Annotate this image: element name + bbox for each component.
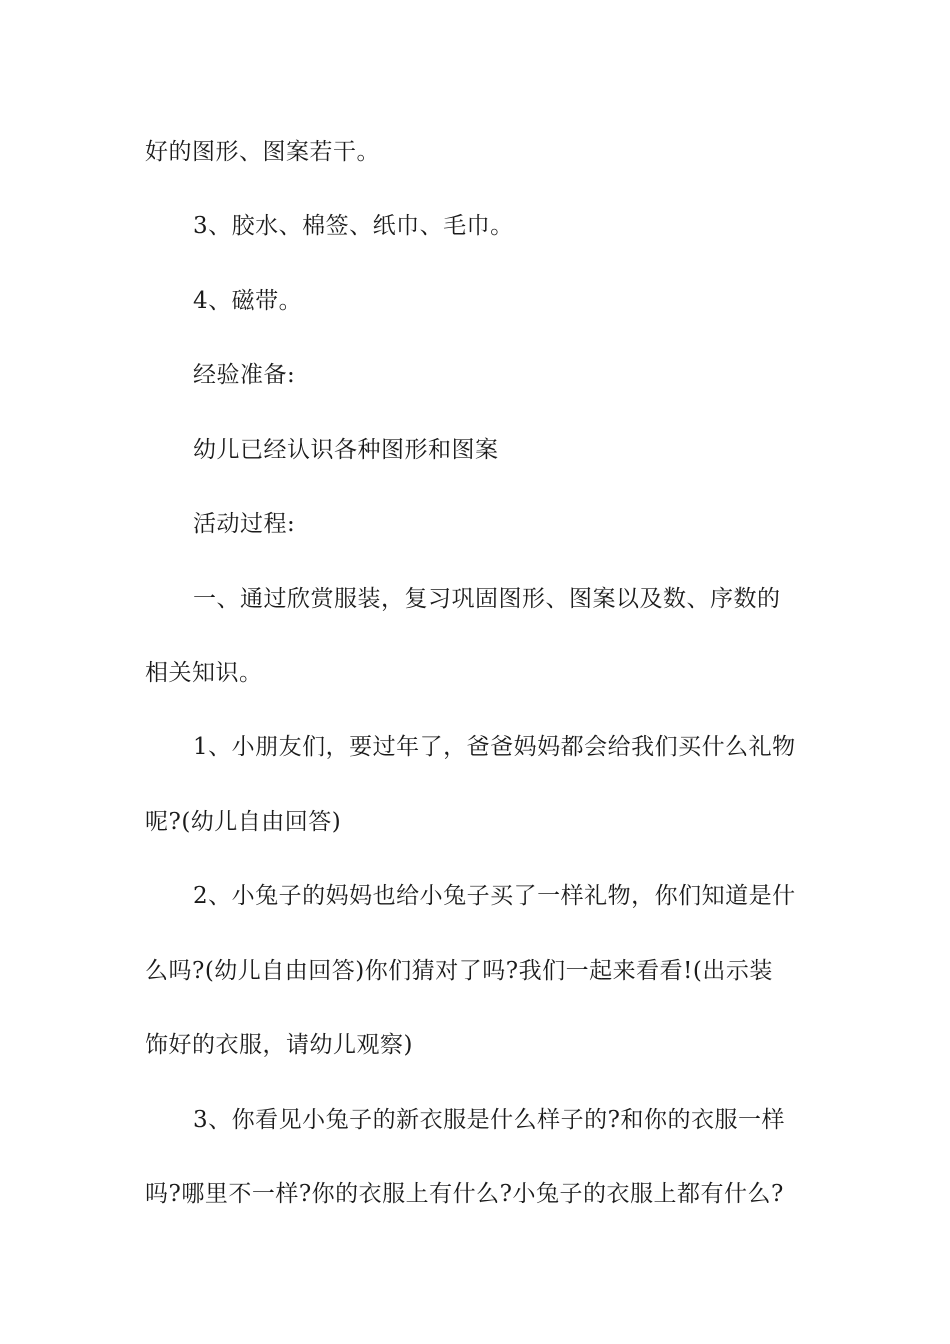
text-line: 幼儿已经认识各种图形和图案 <box>193 437 499 463</box>
text-line: 3、胶水、棉签、纸巾、毛巾。 <box>193 213 514 239</box>
text-line: 相关知识。 <box>145 660 263 686</box>
text-line: 2、小兔子的妈妈也给小兔子买了一样礼物，你们知道是什 <box>193 883 796 909</box>
text-line: 呢?(幼儿自由回答) <box>145 809 342 835</box>
section-heading: 经验准备: <box>193 362 296 388</box>
text-line: 1、小朋友们，要过年了，爸爸妈妈都会给我们买什么礼物 <box>193 734 796 760</box>
text-line: 好的图形、图案若干。 <box>145 139 380 165</box>
text-line: 吗?哪里不一样?你的衣服上有什么?小兔子的衣服上都有什么? <box>145 1181 784 1207</box>
text-line: 4、磁带。 <box>193 288 303 314</box>
text-line: 3、你看见小兔子的新衣服是什么样子的?和你的衣服一样 <box>193 1107 785 1133</box>
section-heading: 活动过程: <box>193 511 296 537</box>
text-line: 么吗?(幼儿自由回答)你们猜对了吗?我们一起来看看!(出示装 <box>145 958 773 984</box>
text-line: 饰好的衣服，请幼儿观察) <box>145 1032 413 1058</box>
text-line: 一、通过欣赏服装，复习巩固图形、图案以及数、序数的 <box>193 586 781 612</box>
